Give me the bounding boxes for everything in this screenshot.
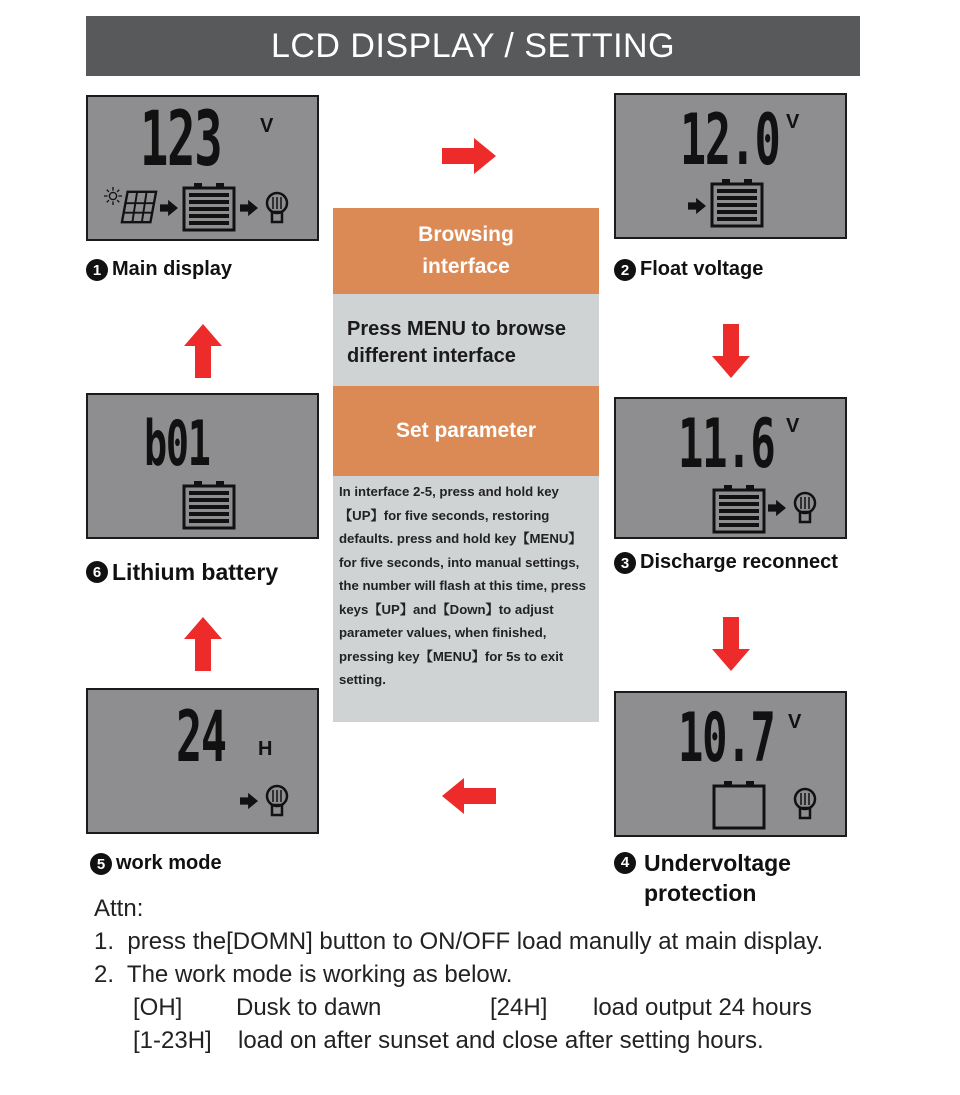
- lcd-float-voltage: [614, 93, 847, 239]
- lcd-work-mode: [86, 688, 319, 834]
- step-badge: 1: [86, 259, 108, 281]
- lcd-unit: V: [786, 111, 800, 133]
- caption-text: work mode: [116, 852, 222, 874]
- mode-24h-code: [24H]: [490, 994, 548, 1021]
- attn-item-1: 1. press the[DOMN] button to ON/OFF load manully at main display.: [94, 928, 824, 955]
- battery-icon: [182, 181, 236, 233]
- arrow-down-icon: [712, 324, 750, 378]
- caption-discharge-reconnect: [614, 551, 838, 574]
- arrow-icon: [240, 792, 258, 810]
- mode-oh-desc: Dusk to dawn: [236, 994, 382, 1021]
- lcd-lithium-battery: [86, 393, 319, 539]
- solar-panel-icon: [120, 187, 158, 227]
- caption-text: [640, 848, 791, 908]
- caption-lithium-battery: [86, 559, 278, 586]
- bulb-icon: [792, 787, 818, 821]
- attn-label: Attn:: [94, 895, 144, 922]
- caption-text: Main display: [112, 258, 233, 280]
- center-panel: [333, 208, 599, 722]
- step-badge: 6: [86, 561, 108, 583]
- attn-item-2: 2. The work mode is working as below.: [94, 961, 513, 988]
- set-parameter-header: Set parameter: [333, 386, 599, 476]
- lcd-digits: 10.7: [678, 699, 775, 778]
- lcd-unit: V: [786, 415, 800, 437]
- mode-123-code: [1-23H]: [133, 1027, 212, 1054]
- battery-icon: [710, 177, 764, 229]
- step-badge: 3: [614, 552, 636, 574]
- step-badge: 4: [614, 852, 636, 874]
- caption-work-mode: [90, 852, 222, 875]
- lcd-unit: V: [788, 711, 802, 733]
- arrow-up-icon: [184, 324, 222, 378]
- bulb-icon: [264, 191, 290, 225]
- mode-24h-desc: load output 24 hours: [593, 994, 812, 1021]
- caption-text: Float voltage: [640, 258, 764, 280]
- arrow-right-icon: [442, 138, 496, 174]
- battery-icon: [712, 483, 766, 535]
- step-badge: 2: [614, 259, 636, 281]
- caption-float-voltage: [614, 258, 763, 281]
- browsing-interface-header: [333, 208, 599, 294]
- set-parameter-instructions: In interface 2-5, press and hold key【UP】for five seconds, restoring defaults. press and hold key【MENU】for five seconds, into manual settings, the number will flash at this time, press keys【UP】and【Down】to adjust parameter values, when finished, pressing key【MENU】for 5s to exit setting.: [339, 484, 586, 687]
- lcd-digits: 12.0: [680, 99, 780, 181]
- browsing-instructions: Press MENU to browse different interface: [347, 318, 566, 367]
- bulb-icon: [264, 784, 290, 818]
- caption-undervoltage-protection: [614, 848, 791, 908]
- lcd-main-display: [86, 95, 319, 241]
- arrow-down-icon: [712, 617, 750, 671]
- lcd-digits: 11.6: [678, 405, 775, 484]
- mode-oh-code: [OH]: [133, 994, 183, 1021]
- caption-text: Discharge reconnect: [640, 551, 838, 573]
- battery-icon: [182, 479, 236, 531]
- lcd-discharge-reconnect: [614, 397, 847, 539]
- arrow-left-icon: [442, 778, 496, 814]
- caption-line: protection: [644, 880, 757, 906]
- page-title: LCD DISPLAY / SETTING: [86, 16, 860, 76]
- mode-123-desc: load on after sunset and close after setting hours.: [238, 1027, 764, 1054]
- arrow-icon: [240, 199, 258, 217]
- lcd-digits: 123: [140, 94, 222, 183]
- caption-line: Undervoltage: [644, 850, 791, 876]
- lcd-digits: 24: [176, 696, 226, 778]
- browsing-title-line: interface: [422, 255, 510, 278]
- caption-main-display: [86, 258, 232, 281]
- caption-text: Lithium battery: [112, 559, 279, 585]
- arrow-icon: [160, 199, 178, 217]
- arrow-icon: [768, 499, 786, 517]
- step-badge: 5: [90, 853, 112, 875]
- browsing-title-line: Browsing: [418, 223, 514, 246]
- lcd-unit: H: [258, 738, 273, 760]
- empty-battery-icon: [712, 779, 766, 831]
- arrow-icon: [688, 197, 706, 215]
- lcd-unit: V: [260, 115, 274, 137]
- lcd-digits: b01: [144, 407, 210, 480]
- arrow-up-icon: [184, 617, 222, 671]
- lcd-undervoltage-protection: [614, 691, 847, 837]
- bulb-icon: [792, 491, 818, 525]
